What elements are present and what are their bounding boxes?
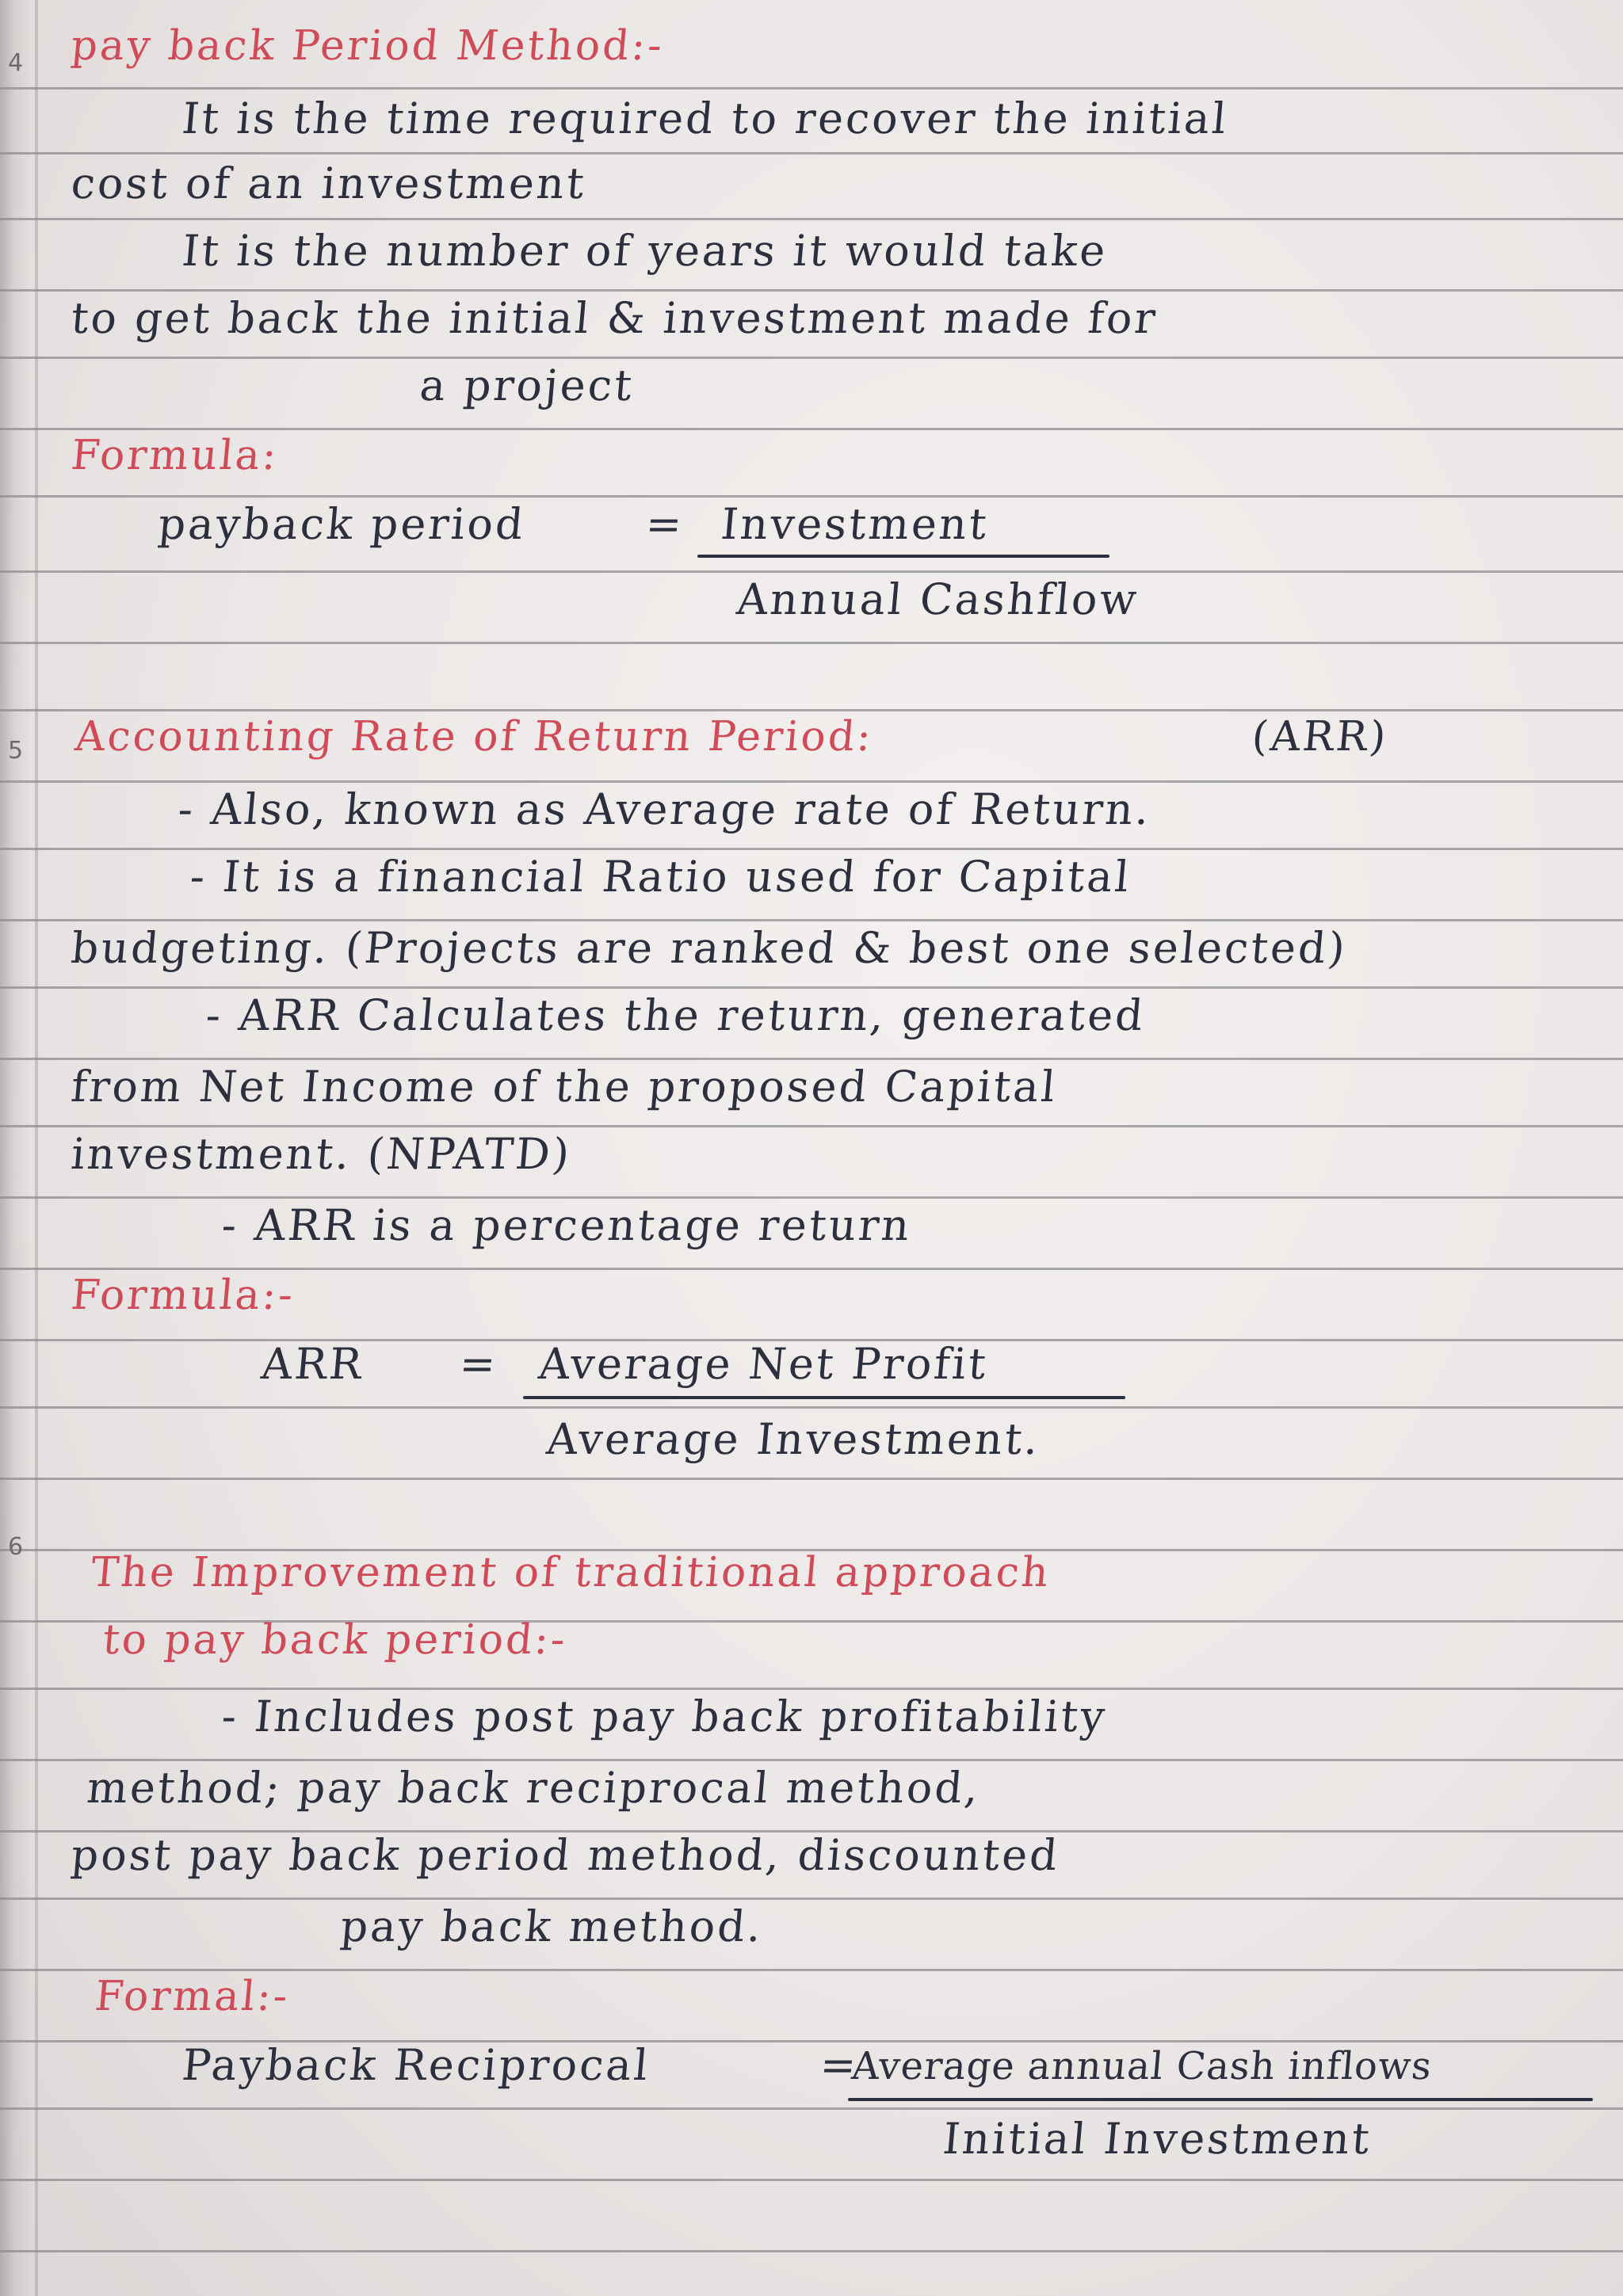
- text-line: budgeting. (Projects are ranked & best one selected): [69, 923, 1350, 973]
- formula-equals: =: [457, 1339, 501, 1389]
- text-line: - ARR is a percentage return: [220, 1200, 914, 1250]
- formula-label: Formula:-: [69, 1272, 297, 1319]
- text-line: cost of an investment: [69, 158, 589, 208]
- formula-equals: =: [643, 499, 687, 549]
- formula-lhs: payback period: [156, 499, 528, 549]
- text-line: post pay back period method, discounted: [69, 1830, 1062, 1880]
- text-line: It is the number of years it would take: [180, 226, 1110, 276]
- formula-label: Formal:-: [93, 1973, 292, 2020]
- fraction-bar: [523, 1396, 1125, 1399]
- section-number: 4: [8, 49, 24, 77]
- fraction-bar: [848, 2098, 1593, 2101]
- formula-lhs: Payback Reciprocal: [180, 2040, 652, 2090]
- section-heading: The Improvement of traditional approach: [89, 1549, 1053, 1596]
- formula-lhs: ARR: [259, 1339, 367, 1389]
- text-line: investment. (NPATD): [69, 1129, 574, 1179]
- text-line: method; pay back reciprocal method,: [85, 1763, 983, 1813]
- formula-numerator: Average Net Profit: [537, 1339, 991, 1389]
- section-number: 6: [8, 1533, 24, 1561]
- formula-numerator: Investment: [719, 499, 991, 549]
- text-line: pay back method.: [338, 1901, 766, 1951]
- text-line: - It is a financial Ratio used for Capital: [188, 852, 1133, 902]
- text-line: from Net Income of the proposed Capital: [69, 1062, 1060, 1112]
- text-line: - Also, known as Average rate of Return.: [176, 784, 1154, 834]
- text-line: It is the time required to recover the initial: [180, 93, 1231, 143]
- formula-numerator: Average annual Cash inflows: [850, 2044, 1434, 2088]
- text-line: - ARR Calculates the return, generated: [204, 990, 1148, 1040]
- formula-denominator: Initial Investment: [941, 2114, 1374, 2164]
- text-line: to get back the initial & investment made for: [69, 293, 1160, 343]
- text-line: - Includes post pay back profitability: [220, 1691, 1109, 1741]
- section-number: 5: [8, 737, 24, 765]
- margin-line: [35, 0, 38, 2296]
- formula-denominator: Annual Cashflow: [735, 574, 1141, 624]
- section-heading: Accounting Rate of Return Period:: [73, 713, 876, 761]
- section-heading-abbr: (ARR): [1250, 713, 1391, 761]
- formula-denominator: Average Investment.: [544, 1414, 1043, 1464]
- text-line: a project: [418, 360, 636, 410]
- fraction-bar: [697, 555, 1109, 558]
- section-heading: to pay back period:-: [101, 1616, 570, 1664]
- section-heading: pay back Period Method:-: [69, 22, 666, 70]
- formula-equals: =: [818, 2040, 861, 2090]
- formula-label: Formula:: [69, 432, 281, 479]
